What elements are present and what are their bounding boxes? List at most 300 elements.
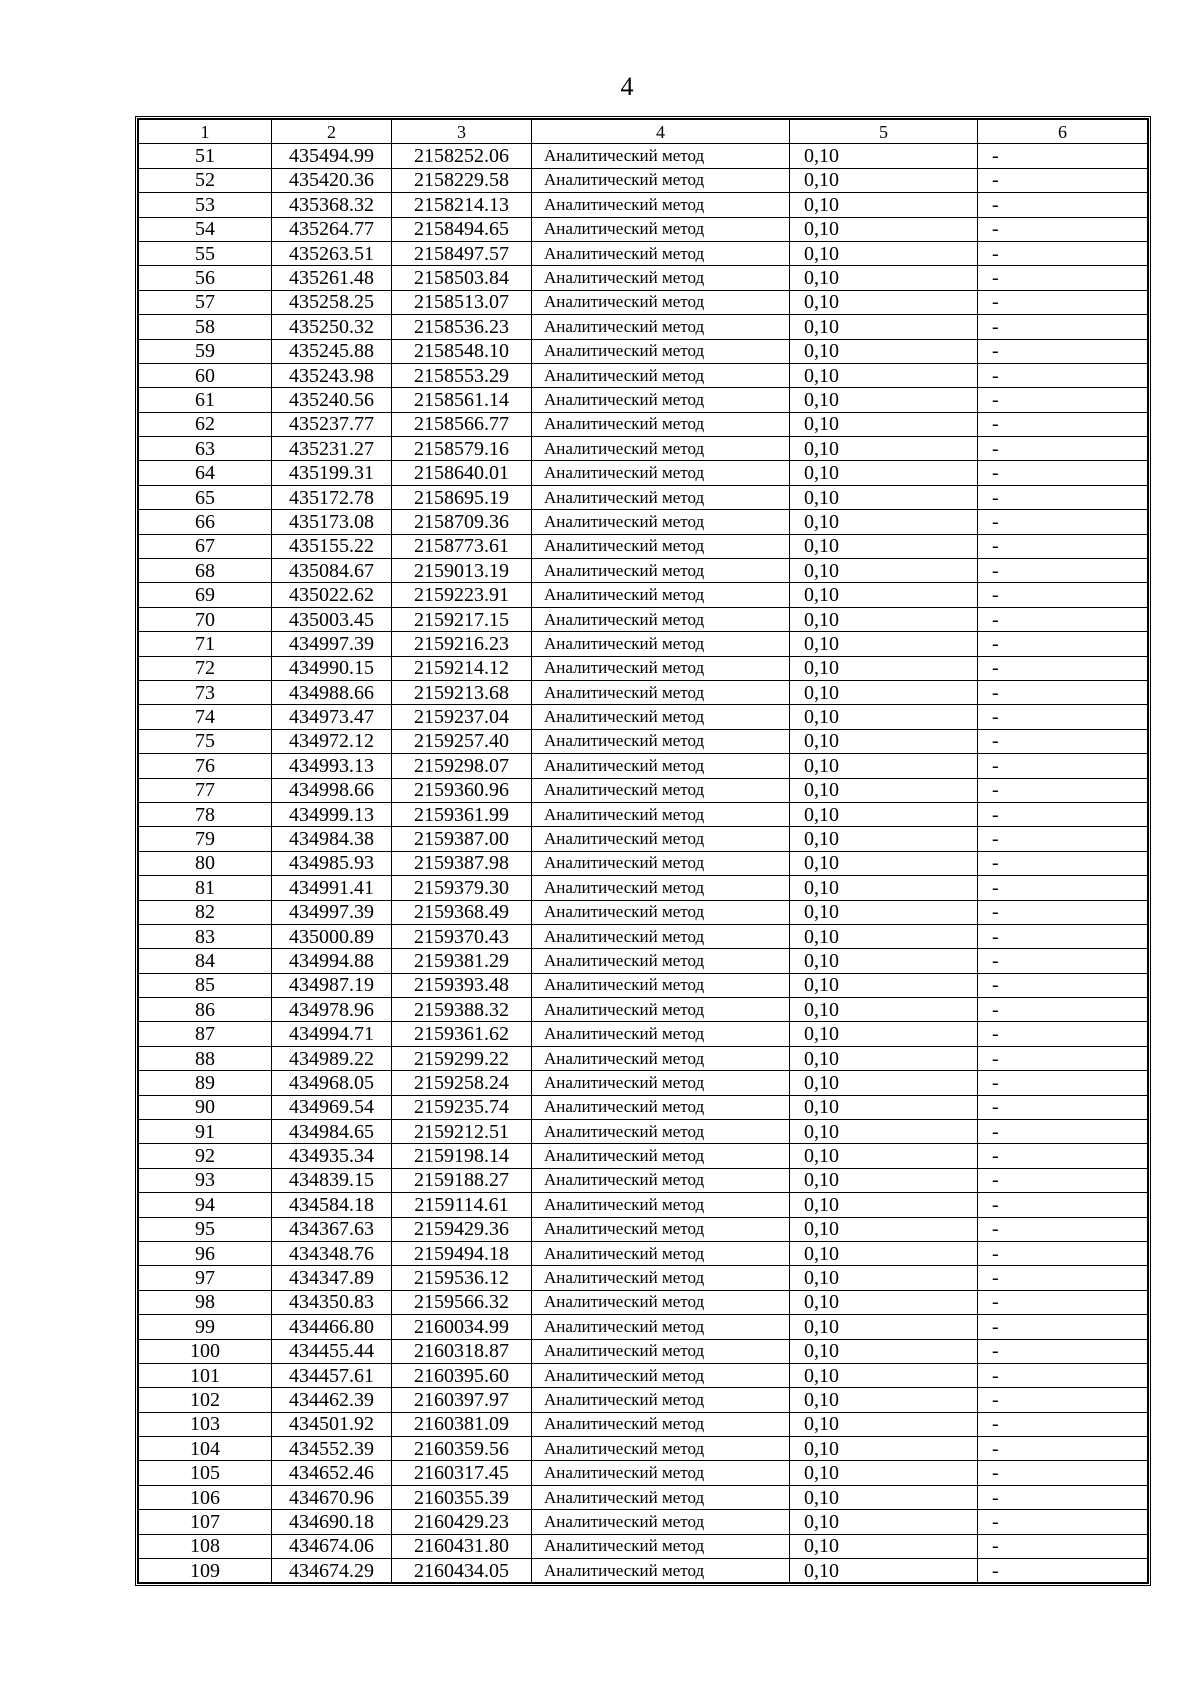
- error-cell: 0,10: [790, 900, 978, 924]
- table-row: [139, 1290, 1148, 1314]
- method-cell: Аналитический метод: [532, 802, 790, 826]
- y-coordinate-cell: 2158536.23: [392, 315, 532, 339]
- y-coordinate-cell: 2158553.29: [392, 363, 532, 387]
- point-number-cell: 56: [139, 266, 272, 290]
- error-cell: 0,10: [790, 241, 978, 265]
- point-number-cell: 86: [139, 998, 272, 1022]
- table-row: [139, 363, 1148, 387]
- point-number-cell: 53: [139, 193, 272, 217]
- error-cell: 0,10: [790, 1120, 978, 1144]
- method-cell: Аналитический метод: [532, 388, 790, 412]
- x-coordinate-cell: 434347.89: [272, 1266, 392, 1290]
- method-cell: Аналитический метод: [532, 876, 790, 900]
- x-coordinate-cell: 434348.76: [272, 1241, 392, 1265]
- table-row: [139, 1168, 1148, 1192]
- error-cell: 0,10: [790, 851, 978, 875]
- note-cell: -: [978, 1485, 1148, 1509]
- y-coordinate-cell: 2160317.45: [392, 1461, 532, 1485]
- table-row: [139, 1510, 1148, 1534]
- method-cell: Аналитический метод: [532, 1290, 790, 1314]
- x-coordinate-cell: 435240.56: [272, 388, 392, 412]
- error-cell: 0,10: [790, 315, 978, 339]
- point-number-cell: 67: [139, 534, 272, 558]
- method-cell: Аналитический метод: [532, 949, 790, 973]
- table-row: [139, 876, 1148, 900]
- table-row: [139, 680, 1148, 704]
- error-cell: 0,10: [790, 1559, 978, 1583]
- point-number-cell: 66: [139, 510, 272, 534]
- error-cell: 0,10: [790, 1095, 978, 1119]
- x-coordinate-cell: 435237.77: [272, 412, 392, 436]
- method-cell: Аналитический метод: [532, 1388, 790, 1412]
- point-number-cell: 93: [139, 1168, 272, 1192]
- method-cell: Аналитический метод: [532, 1363, 790, 1387]
- coordinates-table-frame: [135, 116, 1151, 1586]
- method-cell: Аналитический метод: [532, 973, 790, 997]
- method-cell: Аналитический метод: [532, 1266, 790, 1290]
- error-cell: 0,10: [790, 1022, 978, 1046]
- table-row: [139, 510, 1148, 534]
- method-cell: Аналитический метод: [532, 315, 790, 339]
- method-cell: Аналитический метод: [532, 1412, 790, 1436]
- x-coordinate-cell: 434652.46: [272, 1461, 392, 1485]
- y-coordinate-cell: 2159387.98: [392, 851, 532, 875]
- y-coordinate-cell: 2159216.23: [392, 632, 532, 656]
- note-cell: -: [978, 656, 1148, 680]
- table-row: [139, 1120, 1148, 1144]
- method-cell: Аналитический метод: [532, 1534, 790, 1558]
- note-cell: -: [978, 924, 1148, 948]
- x-coordinate-cell: 434674.29: [272, 1559, 392, 1583]
- x-coordinate-cell: 435420.36: [272, 168, 392, 192]
- x-coordinate-cell: 434985.93: [272, 851, 392, 875]
- method-cell: Аналитический метод: [532, 583, 790, 607]
- y-coordinate-cell: 2160434.05: [392, 1559, 532, 1583]
- table-row: [139, 412, 1148, 436]
- y-coordinate-cell: 2159361.62: [392, 1022, 532, 1046]
- error-cell: 0,10: [790, 1241, 978, 1265]
- point-number-cell: 59: [139, 339, 272, 363]
- x-coordinate-cell: 434584.18: [272, 1193, 392, 1217]
- column-header-3: 3: [392, 120, 532, 144]
- table-row: [139, 1241, 1148, 1265]
- note-cell: -: [978, 851, 1148, 875]
- point-number-cell: 55: [139, 241, 272, 265]
- point-number-cell: 83: [139, 924, 272, 948]
- table-row: [139, 851, 1148, 875]
- note-cell: -: [978, 1559, 1148, 1583]
- note-cell: -: [978, 1095, 1148, 1119]
- note-cell: -: [978, 632, 1148, 656]
- table-row: [139, 1437, 1148, 1461]
- point-number-cell: 91: [139, 1120, 272, 1144]
- error-cell: 0,10: [790, 339, 978, 363]
- x-coordinate-cell: 434935.34: [272, 1144, 392, 1168]
- method-cell: Аналитический метод: [532, 924, 790, 948]
- note-cell: -: [978, 1241, 1148, 1265]
- table-row: [139, 973, 1148, 997]
- method-cell: Аналитический метод: [532, 754, 790, 778]
- note-cell: -: [978, 1144, 1148, 1168]
- y-coordinate-cell: 2158497.57: [392, 241, 532, 265]
- x-coordinate-cell: 435243.98: [272, 363, 392, 387]
- table-row: [139, 754, 1148, 778]
- y-coordinate-cell: 2159381.29: [392, 949, 532, 973]
- note-cell: -: [978, 1071, 1148, 1095]
- x-coordinate-cell: 434997.39: [272, 900, 392, 924]
- y-coordinate-cell: 2159360.96: [392, 778, 532, 802]
- point-number-cell: 75: [139, 729, 272, 753]
- error-cell: 0,10: [790, 1388, 978, 1412]
- error-cell: 0,10: [790, 266, 978, 290]
- method-cell: Аналитический метод: [532, 241, 790, 265]
- table-row: [139, 144, 1148, 168]
- method-cell: Аналитический метод: [532, 168, 790, 192]
- x-coordinate-cell: 434839.15: [272, 1168, 392, 1192]
- point-number-cell: 62: [139, 412, 272, 436]
- y-coordinate-cell: 2158548.10: [392, 339, 532, 363]
- table-row: [139, 900, 1148, 924]
- x-coordinate-cell: 434462.39: [272, 1388, 392, 1412]
- error-cell: 0,10: [790, 290, 978, 314]
- method-cell: Аналитический метод: [532, 412, 790, 436]
- table-row: [139, 290, 1148, 314]
- x-coordinate-cell: 434690.18: [272, 1510, 392, 1534]
- error-cell: 0,10: [790, 388, 978, 412]
- y-coordinate-cell: 2159198.14: [392, 1144, 532, 1168]
- method-cell: Аналитический метод: [532, 363, 790, 387]
- table-row: [139, 315, 1148, 339]
- point-number-cell: 87: [139, 1022, 272, 1046]
- error-cell: 0,10: [790, 1461, 978, 1485]
- table-row: [139, 1046, 1148, 1070]
- note-cell: -: [978, 583, 1148, 607]
- note-cell: -: [978, 802, 1148, 826]
- method-cell: Аналитический метод: [532, 1022, 790, 1046]
- error-cell: 0,10: [790, 559, 978, 583]
- point-number-cell: 77: [139, 778, 272, 802]
- x-coordinate-cell: 435173.08: [272, 510, 392, 534]
- error-cell: 0,10: [790, 680, 978, 704]
- table-row: [139, 168, 1148, 192]
- method-cell: Аналитический метод: [532, 1217, 790, 1241]
- note-cell: -: [978, 1217, 1148, 1241]
- x-coordinate-cell: 435172.78: [272, 485, 392, 509]
- y-coordinate-cell: 2159212.51: [392, 1120, 532, 1144]
- note-cell: -: [978, 998, 1148, 1022]
- point-number-cell: 82: [139, 900, 272, 924]
- x-coordinate-cell: 434674.06: [272, 1534, 392, 1558]
- note-cell: -: [978, 485, 1148, 509]
- method-cell: Аналитический метод: [532, 510, 790, 534]
- column-header-5: 5: [790, 120, 978, 144]
- y-coordinate-cell: 2158579.16: [392, 437, 532, 461]
- error-cell: 0,10: [790, 729, 978, 753]
- note-cell: -: [978, 1363, 1148, 1387]
- point-number-cell: 89: [139, 1071, 272, 1095]
- note-cell: -: [978, 339, 1148, 363]
- column-header-6: 6: [978, 120, 1148, 144]
- point-number-cell: 109: [139, 1559, 272, 1583]
- point-number-cell: 107: [139, 1510, 272, 1534]
- note-cell: -: [978, 315, 1148, 339]
- point-number-cell: 85: [139, 973, 272, 997]
- method-cell: Аналитический метод: [532, 680, 790, 704]
- table-row: [139, 705, 1148, 729]
- point-number-cell: 73: [139, 680, 272, 704]
- point-number-cell: 69: [139, 583, 272, 607]
- point-number-cell: 96: [139, 1241, 272, 1265]
- method-cell: Аналитический метод: [532, 705, 790, 729]
- point-number-cell: 70: [139, 607, 272, 631]
- method-cell: Аналитический метод: [532, 290, 790, 314]
- note-cell: -: [978, 461, 1148, 485]
- x-coordinate-cell: 434670.96: [272, 1485, 392, 1509]
- point-number-cell: 108: [139, 1534, 272, 1558]
- y-coordinate-cell: 2159566.32: [392, 1290, 532, 1314]
- error-cell: 0,10: [790, 144, 978, 168]
- table-body: [139, 144, 1148, 1583]
- method-cell: Аналитический метод: [532, 1120, 790, 1144]
- note-cell: -: [978, 827, 1148, 851]
- x-coordinate-cell: 435258.25: [272, 290, 392, 314]
- y-coordinate-cell: 2159188.27: [392, 1168, 532, 1192]
- x-coordinate-cell: 435368.32: [272, 193, 392, 217]
- x-coordinate-cell: 434994.71: [272, 1022, 392, 1046]
- note-cell: -: [978, 876, 1148, 900]
- column-header-1: 1: [139, 120, 272, 144]
- method-cell: Аналитический метод: [532, 656, 790, 680]
- x-coordinate-cell: 435231.27: [272, 437, 392, 461]
- y-coordinate-cell: 2159299.22: [392, 1046, 532, 1070]
- table-row: [139, 778, 1148, 802]
- y-coordinate-cell: 2160355.39: [392, 1485, 532, 1509]
- note-cell: -: [978, 412, 1148, 436]
- y-coordinate-cell: 2160397.97: [392, 1388, 532, 1412]
- y-coordinate-cell: 2158695.19: [392, 485, 532, 509]
- point-number-cell: 103: [139, 1412, 272, 1436]
- note-cell: -: [978, 510, 1148, 534]
- point-number-cell: 102: [139, 1388, 272, 1412]
- method-cell: Аналитический метод: [532, 217, 790, 241]
- error-cell: 0,10: [790, 412, 978, 436]
- error-cell: 0,10: [790, 1046, 978, 1070]
- table-row: [139, 241, 1148, 265]
- point-number-cell: 80: [139, 851, 272, 875]
- table-row: [139, 1534, 1148, 1558]
- x-coordinate-cell: 434997.39: [272, 632, 392, 656]
- note-cell: -: [978, 1315, 1148, 1339]
- point-number-cell: 104: [139, 1437, 272, 1461]
- method-cell: Аналитический метод: [532, 339, 790, 363]
- method-cell: Аналитический метод: [532, 461, 790, 485]
- x-coordinate-cell: 434973.47: [272, 705, 392, 729]
- note-cell: -: [978, 1510, 1148, 1534]
- table-row: [139, 1559, 1148, 1583]
- y-coordinate-cell: 2159429.36: [392, 1217, 532, 1241]
- point-number-cell: 92: [139, 1144, 272, 1168]
- x-coordinate-cell: 435261.48: [272, 266, 392, 290]
- error-cell: 0,10: [790, 1510, 978, 1534]
- error-cell: 0,10: [790, 1363, 978, 1387]
- y-coordinate-cell: 2159237.04: [392, 705, 532, 729]
- error-cell: 0,10: [790, 1437, 978, 1461]
- x-coordinate-cell: 434501.92: [272, 1412, 392, 1436]
- note-cell: -: [978, 144, 1148, 168]
- x-coordinate-cell: 434998.66: [272, 778, 392, 802]
- note-cell: -: [978, 778, 1148, 802]
- method-cell: Аналитический метод: [532, 1315, 790, 1339]
- x-coordinate-cell: 434968.05: [272, 1071, 392, 1095]
- x-coordinate-cell: 434455.44: [272, 1339, 392, 1363]
- y-coordinate-cell: 2158503.84: [392, 266, 532, 290]
- method-cell: Аналитический метод: [532, 1559, 790, 1583]
- table-row: [139, 607, 1148, 631]
- point-number-cell: 76: [139, 754, 272, 778]
- x-coordinate-cell: 435263.51: [272, 241, 392, 265]
- point-number-cell: 54: [139, 217, 272, 241]
- point-number-cell: 97: [139, 1266, 272, 1290]
- method-cell: Аналитический метод: [532, 559, 790, 583]
- y-coordinate-cell: 2158640.01: [392, 461, 532, 485]
- page-number: 4: [620, 72, 634, 101]
- column-header-4: 4: [532, 120, 790, 144]
- point-number-cell: 95: [139, 1217, 272, 1241]
- x-coordinate-cell: 434989.22: [272, 1046, 392, 1070]
- y-coordinate-cell: 2158561.14: [392, 388, 532, 412]
- error-cell: 0,10: [790, 1290, 978, 1314]
- x-coordinate-cell: 435000.89: [272, 924, 392, 948]
- table-header-row: [139, 120, 1148, 144]
- error-cell: 0,10: [790, 437, 978, 461]
- point-number-cell: 57: [139, 290, 272, 314]
- note-cell: -: [978, 266, 1148, 290]
- x-coordinate-cell: 434367.63: [272, 1217, 392, 1241]
- x-coordinate-cell: 435084.67: [272, 559, 392, 583]
- y-coordinate-cell: 2159235.74: [392, 1095, 532, 1119]
- y-coordinate-cell: 2159387.00: [392, 827, 532, 851]
- note-cell: -: [978, 437, 1148, 461]
- table-row: [139, 827, 1148, 851]
- table-row: [139, 1144, 1148, 1168]
- note-cell: -: [978, 559, 1148, 583]
- y-coordinate-cell: 2159361.99: [392, 802, 532, 826]
- method-cell: Аналитический метод: [532, 1071, 790, 1095]
- method-cell: Аналитический метод: [532, 607, 790, 631]
- x-coordinate-cell: 435264.77: [272, 217, 392, 241]
- note-cell: -: [978, 1193, 1148, 1217]
- x-coordinate-cell: 434994.88: [272, 949, 392, 973]
- error-cell: 0,10: [790, 1217, 978, 1241]
- point-number-cell: 101: [139, 1363, 272, 1387]
- note-cell: -: [978, 1266, 1148, 1290]
- note-cell: -: [978, 1290, 1148, 1314]
- y-coordinate-cell: 2159494.18: [392, 1241, 532, 1265]
- y-coordinate-cell: 2160318.87: [392, 1339, 532, 1363]
- error-cell: 0,10: [790, 973, 978, 997]
- error-cell: 0,10: [790, 168, 978, 192]
- x-coordinate-cell: 434984.65: [272, 1120, 392, 1144]
- point-number-cell: 64: [139, 461, 272, 485]
- method-cell: Аналитический метод: [532, 1168, 790, 1192]
- y-coordinate-cell: 2158214.13: [392, 193, 532, 217]
- y-coordinate-cell: 2159223.91: [392, 583, 532, 607]
- x-coordinate-cell: 434552.39: [272, 1437, 392, 1461]
- error-cell: 0,10: [790, 656, 978, 680]
- table-row: [139, 1461, 1148, 1485]
- error-cell: 0,10: [790, 1485, 978, 1509]
- error-cell: 0,10: [790, 217, 978, 241]
- method-cell: Аналитический метод: [532, 485, 790, 509]
- method-cell: Аналитический метод: [532, 1339, 790, 1363]
- note-cell: -: [978, 1046, 1148, 1070]
- error-cell: 0,10: [790, 705, 978, 729]
- note-cell: -: [978, 1412, 1148, 1436]
- x-coordinate-cell: 435155.22: [272, 534, 392, 558]
- error-cell: 0,10: [790, 1071, 978, 1095]
- point-number-cell: 105: [139, 1461, 272, 1485]
- method-cell: Аналитический метод: [532, 1046, 790, 1070]
- table-row: [139, 1071, 1148, 1095]
- x-coordinate-cell: 435494.99: [272, 144, 392, 168]
- error-cell: 0,10: [790, 998, 978, 1022]
- x-coordinate-cell: 434993.13: [272, 754, 392, 778]
- y-coordinate-cell: 2159213.68: [392, 680, 532, 704]
- error-cell: 0,10: [790, 1412, 978, 1436]
- y-coordinate-cell: 2159388.32: [392, 998, 532, 1022]
- note-cell: -: [978, 900, 1148, 924]
- table-row: [139, 217, 1148, 241]
- y-coordinate-cell: 2160429.23: [392, 1510, 532, 1534]
- method-cell: Аналитический метод: [532, 1510, 790, 1534]
- method-cell: Аналитический метод: [532, 1461, 790, 1485]
- point-number-cell: 79: [139, 827, 272, 851]
- method-cell: Аналитический метод: [532, 1485, 790, 1509]
- point-number-cell: 100: [139, 1339, 272, 1363]
- method-cell: Аналитический метод: [532, 1144, 790, 1168]
- point-number-cell: 98: [139, 1290, 272, 1314]
- table-row: [139, 193, 1148, 217]
- y-coordinate-cell: 2160431.80: [392, 1534, 532, 1558]
- method-cell: Аналитический метод: [532, 1437, 790, 1461]
- note-cell: -: [978, 290, 1148, 314]
- method-cell: Аналитический метод: [532, 193, 790, 217]
- point-number-cell: 74: [139, 705, 272, 729]
- table-row: [139, 1363, 1148, 1387]
- method-cell: Аналитический метод: [532, 266, 790, 290]
- y-coordinate-cell: 2158229.58: [392, 168, 532, 192]
- error-cell: 0,10: [790, 1266, 978, 1290]
- error-cell: 0,10: [790, 607, 978, 631]
- error-cell: 0,10: [790, 193, 978, 217]
- x-coordinate-cell: 434988.66: [272, 680, 392, 704]
- note-cell: -: [978, 754, 1148, 778]
- error-cell: 0,10: [790, 510, 978, 534]
- x-coordinate-cell: 434999.13: [272, 802, 392, 826]
- y-coordinate-cell: 2159379.30: [392, 876, 532, 900]
- point-number-cell: 84: [139, 949, 272, 973]
- y-coordinate-cell: 2159217.15: [392, 607, 532, 631]
- table-row: [139, 266, 1148, 290]
- note-cell: -: [978, 1437, 1148, 1461]
- table-row: [139, 339, 1148, 363]
- point-number-cell: 94: [139, 1193, 272, 1217]
- x-coordinate-cell: 434987.19: [272, 973, 392, 997]
- method-cell: Аналитический метод: [532, 900, 790, 924]
- table-row: [139, 1388, 1148, 1412]
- method-cell: Аналитический метод: [532, 729, 790, 753]
- y-coordinate-cell: 2159258.24: [392, 1071, 532, 1095]
